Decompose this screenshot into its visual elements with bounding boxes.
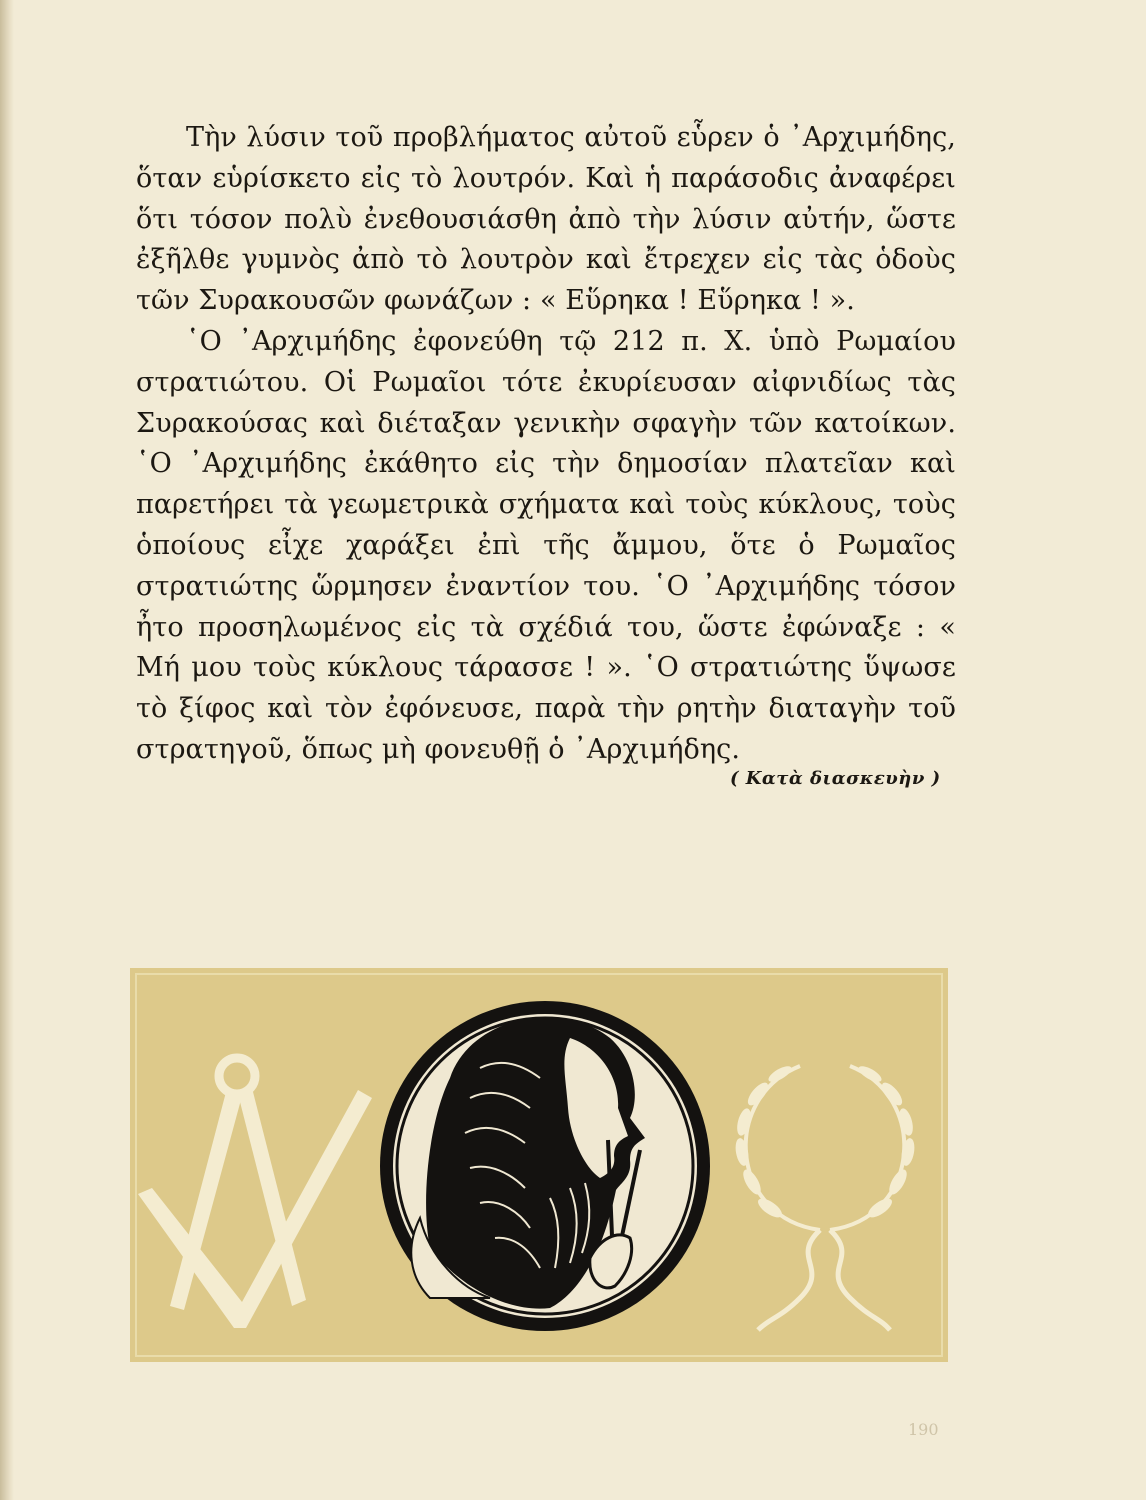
main-text (136, 118, 956, 771)
paragraph-1: Τὴν λύσιν τοῦ προβλήματος αὐτοῦ εὗρεν ὁ ᾿Αρχιμήδης, ὅταν εὑρίσκετο εἰς τὸ λουτρόν. Καὶ ἡ παράσοδις ἀναφέρει ὅτι τόσον πολὺ ἐνεθουσιάσθη ἀπὸ τὴν λύσιν αὐτήν, ὥστε ἐξῆλθε γυμνὸς ἀπὸ τὸ λουτρὸν καὶ ἔτρεχεν εἰς τὰς ὁδοὺς τῶν Συρακουσῶν φωνάζων : « Εὕρηκα ! Εὕρηκα ! ». (136, 122, 956, 317)
book-spine-shadow (0, 0, 14, 1500)
paragraph-2: ῾Ο ᾿Αρχιμήδης ἐφονεύθη τῷ 212 π. Χ. ὑπὸ Ρωμαίου στρατιώτου. Οἱ Ρωμαῖοι τότε ἐκυρίευσαν αἰφνιδίως τὰς Συρακούσας καὶ διέταξαν γενικὴν σφαγὴν τῶν κατοίκων. ῾Ο ᾿Αρχιμήδης ἐκάθητο εἰς τὴν δημοσίαν πλατεῖαν καὶ παρετήρει τὰ γεωμετρικὰ σχήματα καὶ τοὺς κύκλους, τοὺς ὁποίους εἶχε χαράξει ἐπὶ τῆς ἄμμου, ὅτε ὁ Ρωμαῖος στρατιώτης ὥρμησεν ἐναντίον του. ῾Ο ᾿Αρχιμήδης τόσον ἦτο προσηλωμένος εἰς τὰ σχέδιά του, ὥστε ἐφώναξε : « Μή μου τοὺς κύκλους τάρασσε ! ». ῾Ο στρατιώτης ὕψωσε τὸ ξίφος καὶ τὸν ἐφόνευσε, παρὰ τὴν ρητὴν διαταγὴν τοῦ στρατηγοῦ, ὅπως μὴ φονευθῇ ὁ ᾿Αρχιμήδης. (136, 325, 956, 765)
archimedes-portrait (380, 1001, 710, 1331)
archimedes-illustration (130, 968, 948, 1362)
page-number: 190 (908, 1420, 939, 1439)
attribution: ( Κατὰ διασκευὴν ) (730, 768, 941, 789)
